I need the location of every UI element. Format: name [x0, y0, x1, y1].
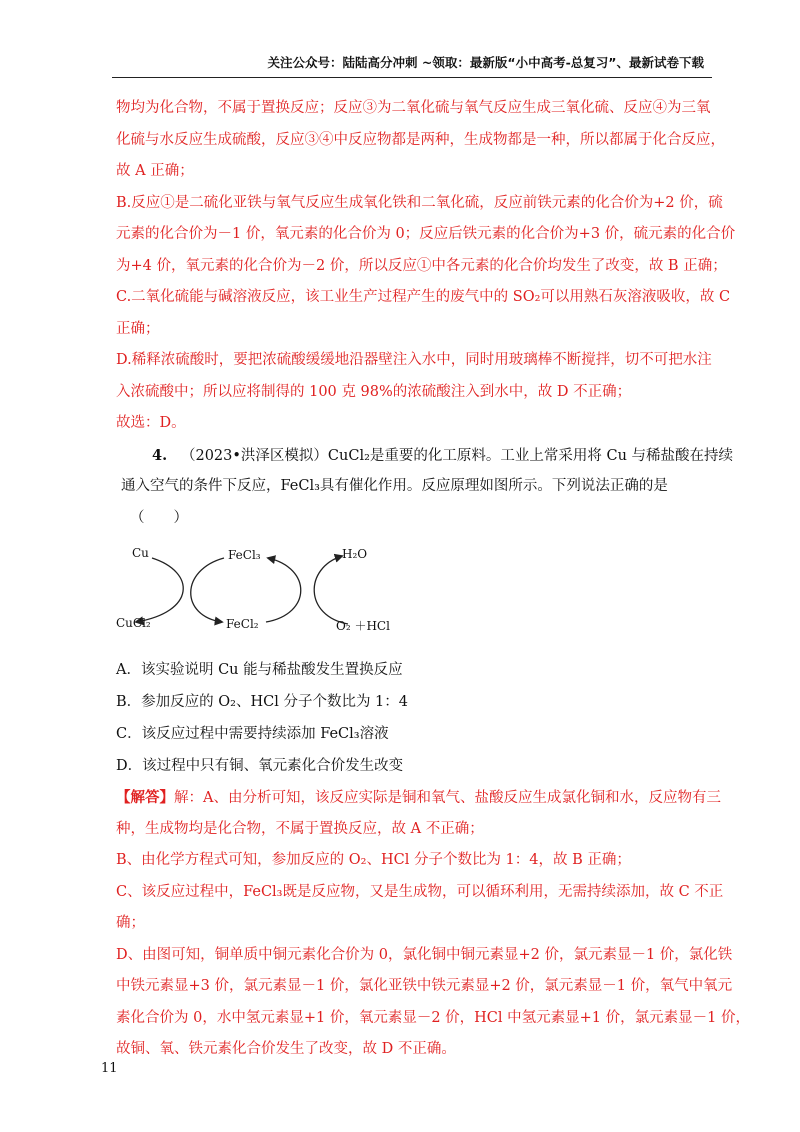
answer-line: C、该反应过程中，FeCl₃既是反应物，又是生成物，可以循环利用，无需持续添加，故 C 不正 [116, 883, 724, 900]
arrow-fecl2-to-fecl3 [266, 558, 301, 622]
answer-line: 确； [116, 915, 145, 931]
answer-line: D、由图可知，铜单质中铜元素化合价为 0，氯化铜中铜元素显+2 价，氯元素显－1 价，氯化铁 [116, 946, 733, 963]
arrow-cu-to-cucl2 [136, 558, 183, 622]
solution-line: 元素的化合价为－1 价，氧元素的化合价为 0；反应后铁元素的化合价为+3 价，硫元素的化合价 [116, 226, 736, 242]
solution-line: 故选：D。 [116, 415, 186, 431]
option-b: B．参加反应的 O₂、HCl 分子个数比为 1：4 [116, 694, 409, 710]
solution-line: 正确； [116, 320, 160, 337]
answer-line: 种，生成物均是化合物，不属于置换反应，故 A 不正确； [116, 820, 484, 837]
page-content [116, 93, 750, 1066]
answer-parentheses: （ ） [130, 509, 188, 526]
label-fecl2: FeCl₂ [226, 617, 259, 631]
solution-line: 入浓硫酸中；所以应将制得的 100 克 98%的浓硫酸注入到水中，故 D 不正确； [116, 383, 632, 400]
label-cucl2: CuCl₂ [116, 616, 151, 630]
question-stem-line: 通入空气的条件下反应，FeCl₃具有催化作用。反应原理如图所示。下列说法正确的是 [121, 478, 668, 494]
question-stem-line [116, 440, 734, 472]
solution-line: 故 A 正确； [116, 163, 194, 179]
answer-tag: 【解答】 [116, 789, 174, 806]
solution-line: 为+4 价，氧元素的化合价为－2 价，所以反应①中各元素的化合价均发生了改变，故 B 正确； [116, 257, 727, 274]
solution-line: C.二氧化硫能与碱溶液反应，该工业生产过程产生的废气中的 SO₂可以用熟石灰溶液吸收，故 C [116, 289, 731, 305]
header-divider [112, 77, 712, 78]
label-cu: Cu [132, 546, 149, 560]
answer-text: 解：A、由分析可知，该反应实际是铜和氧气、盐酸反应生成氯化铜和水，反应物有三 [174, 790, 721, 806]
solution-line: 化硫与水反应生成硫酸，反应③④中反应物都是两种，生成物都是一种，所以都属于化合反应， [116, 131, 725, 148]
option-a: A．该实验说明 Cu 能与稀盐酸发生置换反应 [116, 662, 403, 678]
answer-line: 故铜、氧、铁元素化合价发生了改变，故 D 不正确。 [116, 1041, 456, 1057]
label-h2o: H₂O [342, 547, 368, 561]
answer-explanation [116, 782, 750, 1066]
answer-line: 素化合价为 0，水中氢元素显+1 价，氧元素显－2 价，HCl 中氢元素显+1 价，氯元素显－1 价， [116, 1009, 750, 1026]
arrow-fecl3-to-fecl2 [191, 558, 224, 622]
label-fecl3: FeCl₃ [228, 548, 261, 562]
solution-line: 物均为化合物，不属于置换反应；反应③为二氧化硫与氧气反应生成三氧化硫、反应④为三氧 [116, 100, 711, 116]
option-d: D．该过程中只有铜、氧元素化合价发生改变 [116, 758, 404, 774]
answer-line: 中铁元素显+3 价，氯元素显－1 价，氯化亚铁中铁元素显+2 价，氯元素显－1 价，氧气中氧元 [116, 978, 733, 994]
page-header: 关注公众号：陆陆高分冲刺 ~领取：最新版“小中高考-总复习”、最新试卷下载 [267, 55, 704, 70]
arrow-o2hcl-to-h2o [314, 556, 348, 624]
label-o2-hcl: O₂ ＋HCl [336, 619, 390, 633]
option-c: C．该反应过程中需要持续添加 FeCl₃溶液 [116, 726, 389, 742]
answer-first-line [116, 782, 721, 814]
previous-solution [116, 93, 736, 440]
solution-line: B.反应①是二硫化亚铁与氧气反应生成氧化铁和二氧化硫，反应前铁元素的化合价为+2 价，硫 [116, 194, 723, 211]
question-4 [116, 440, 734, 783]
solution-line: D.稀释浓硫酸时，要把浓硫酸缓缓地沿器壁注入水中，同时用玻璃棒不断搅拌，切不可把水注 [116, 352, 712, 368]
page-number: 11 [101, 1061, 118, 1076]
question-number: 4. [152, 446, 168, 464]
reaction-diagram [116, 538, 416, 642]
answer-line: B、由化学方程式可知，参加反应的 O₂、HCl 分子个数比为 1：4，故 B 正确； [116, 852, 631, 868]
question-text: （2023•洪泽区模拟）CuCl₂是重要的化工原料。工业上常采用将 Cu 与稀盐酸在持续 [180, 447, 734, 464]
